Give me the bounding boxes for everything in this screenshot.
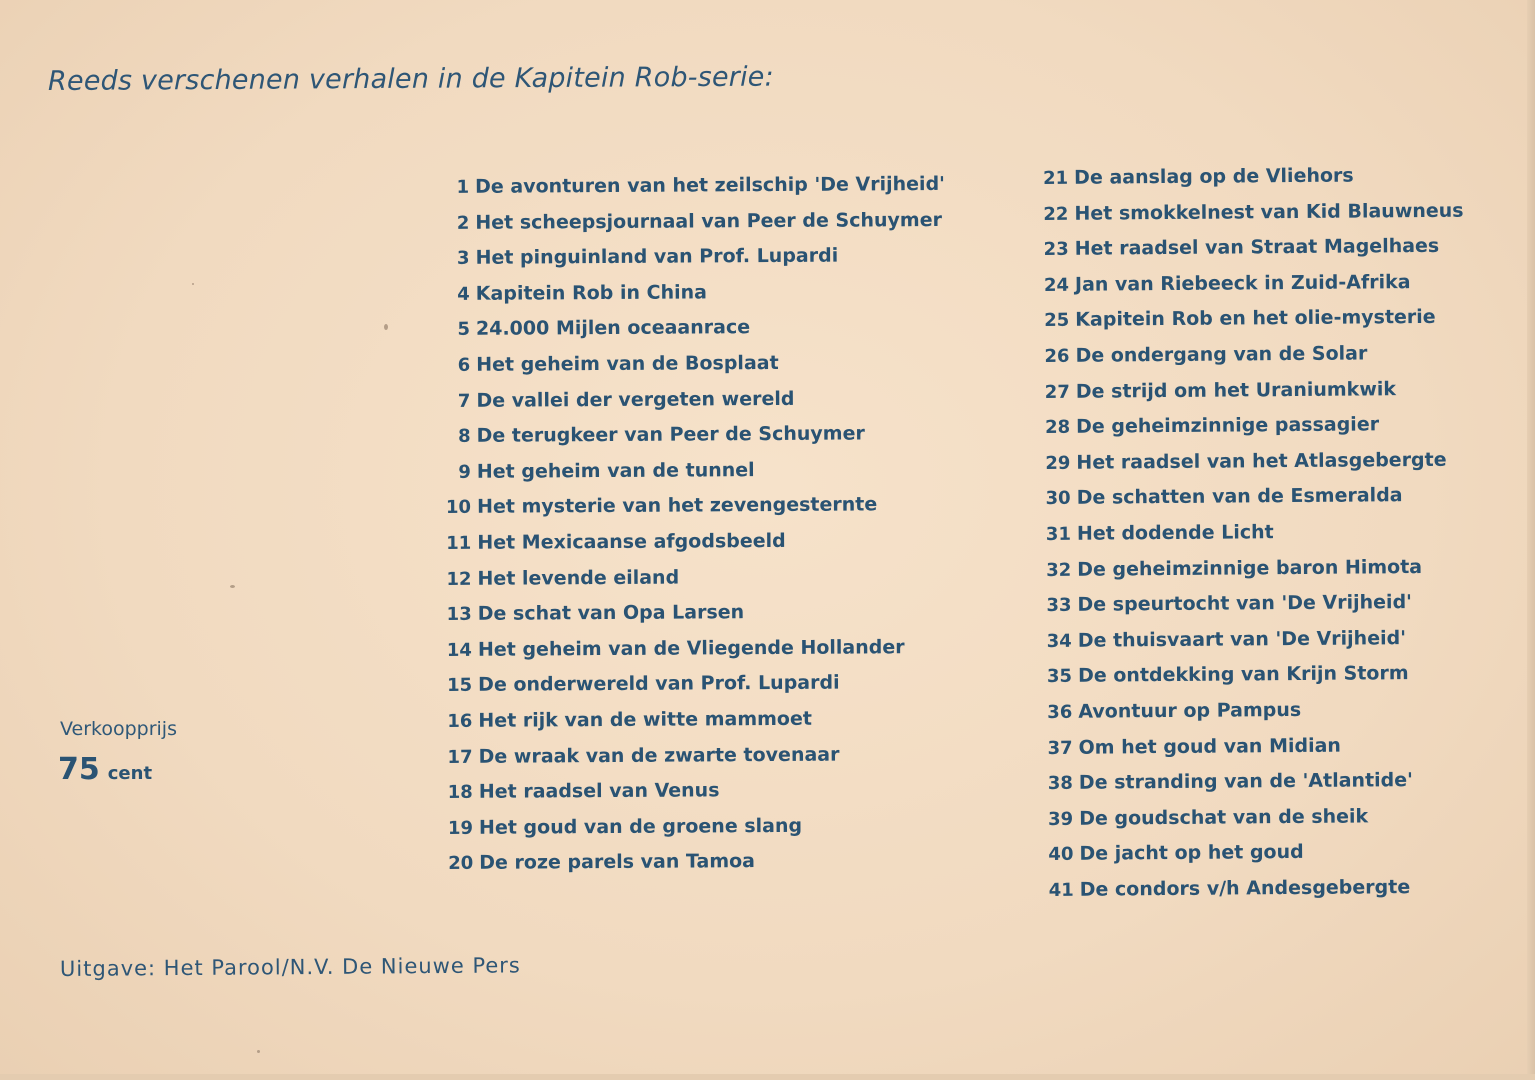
list-item-number: 35 xyxy=(1046,666,1073,688)
list-item-title: Het geheim van de tunnel xyxy=(476,458,755,483)
list-item-number: 6 xyxy=(457,354,471,376)
list-item xyxy=(1045,798,1468,837)
list-item-title: De geheimzinnige passagier xyxy=(1076,413,1380,438)
list-item xyxy=(446,736,948,775)
list-item-number: 20 xyxy=(448,853,474,875)
list-item-title: De vallei der vergeten wereld xyxy=(476,387,795,412)
paper-edge-bottom xyxy=(0,1074,1535,1080)
list-item-title: De strijd om het Uraniumkwik xyxy=(1075,377,1397,403)
list-item-number: 24 xyxy=(1043,274,1070,296)
list-item-title: Kapitein Rob in China xyxy=(475,281,707,305)
list-item-number: 30 xyxy=(1045,488,1071,510)
series-heading: Reeds verschenen verhalen in de Kapitein Rob-serie: xyxy=(47,61,774,97)
paper-speck xyxy=(257,1050,260,1053)
list-item xyxy=(1040,193,1463,232)
list-item-title: Avontuur op Pampus xyxy=(1078,698,1302,723)
list-item-title: De wraak van de zwarte tovenaar xyxy=(478,743,840,768)
list-item-title: Het goud van de groene slang xyxy=(478,814,803,839)
list-item-number: 19 xyxy=(447,817,474,839)
list-item xyxy=(444,345,946,384)
list-item-number: 18 xyxy=(447,781,473,804)
list-item-number: 29 xyxy=(1045,452,1071,474)
list-item xyxy=(444,309,946,348)
list-item-title: De onderwereld van Prof. Lupardi xyxy=(478,671,840,697)
list-item-number: 10 xyxy=(445,497,472,519)
list-item-number: 14 xyxy=(446,639,472,661)
list-item xyxy=(1043,478,1466,517)
list-item xyxy=(1042,407,1465,446)
list-item-title: De schat van Opa Larsen xyxy=(477,601,745,625)
list-item-title: De goudschat van de sheik xyxy=(1079,805,1369,830)
list-item xyxy=(447,843,949,882)
list-item xyxy=(1046,870,1469,909)
list-item-number: 16 xyxy=(447,710,473,732)
list-item-title: Het raadsel van Venus xyxy=(478,779,720,803)
list-item xyxy=(1041,264,1464,303)
list-item xyxy=(1043,585,1466,624)
list-item xyxy=(1045,834,1468,873)
list-item-number: 31 xyxy=(1045,523,1072,545)
list-item-title: Het raadsel van Straat Magelhaes xyxy=(1074,235,1440,260)
list-item-number: 33 xyxy=(1046,594,1072,617)
list-item-number: 28 xyxy=(1044,416,1071,439)
list-item-number: 2 xyxy=(456,212,470,234)
list-item-title: 24.000 Mijlen oceaanrace xyxy=(475,316,751,341)
list-item xyxy=(443,203,945,242)
list-item-title: Het rijk van de witte mammoet xyxy=(478,707,812,732)
list-item-number: 23 xyxy=(1043,238,1069,261)
list-item-title: De schatten van de Esmeralda xyxy=(1076,484,1403,510)
list-item xyxy=(1043,549,1466,588)
paper-speck xyxy=(384,324,388,330)
list-item-title: De speurtocht van 'De Vrijheid' xyxy=(1077,591,1413,616)
list-item xyxy=(443,167,945,206)
list-item-number: 17 xyxy=(447,746,473,768)
list-item-number: 21 xyxy=(1042,167,1069,189)
list-item xyxy=(446,665,948,704)
list-item xyxy=(1041,336,1464,375)
list-item-title: De geheimzinnige baron Himota xyxy=(1077,555,1423,581)
list-item-title: Het dodende Licht xyxy=(1076,521,1274,545)
list-item-title: De jacht op het goud xyxy=(1079,841,1304,865)
list-item xyxy=(443,238,945,277)
list-item xyxy=(446,701,948,740)
list-item-title: De thuisvaart van 'De Vrijheid' xyxy=(1077,626,1407,652)
list-item-title: Het mysterie van het zevengesternte xyxy=(476,493,878,519)
list-item xyxy=(447,772,949,811)
list-item-number: 32 xyxy=(1046,559,1072,581)
paper-speck xyxy=(192,283,194,285)
list-item-number: 13 xyxy=(446,603,472,626)
list-item-title: De avonturen van het zeilschip 'De Vrijheid' xyxy=(475,172,946,198)
title-list-left xyxy=(443,167,949,882)
list-item-title: De ondergang van de Solar xyxy=(1075,342,1368,367)
list-item-number: 41 xyxy=(1048,879,1074,901)
list-item-number: 40 xyxy=(1048,844,1074,866)
title-list-right xyxy=(1040,158,1469,909)
price-value xyxy=(58,752,152,787)
price-amount: 75 xyxy=(58,752,100,787)
list-item xyxy=(445,523,947,562)
list-item-number: 4 xyxy=(457,283,470,305)
list-item-number: 38 xyxy=(1047,772,1073,795)
price-unit: cent xyxy=(107,763,153,784)
list-item xyxy=(1041,229,1464,268)
list-item xyxy=(446,630,948,669)
list-item-title: Het raadsel van het Atlasgebergte xyxy=(1076,448,1447,474)
list-item-number: 39 xyxy=(1048,808,1074,830)
list-item-title: Jan van Riebeeck in Zuid-Afrika xyxy=(1074,270,1411,296)
list-item-number: 34 xyxy=(1046,630,1072,652)
list-item xyxy=(1042,442,1465,481)
list-item-number: 26 xyxy=(1044,345,1070,367)
list-item-number: 11 xyxy=(446,532,472,554)
paper-edge-right xyxy=(1527,0,1535,1080)
list-item-number: 37 xyxy=(1047,737,1073,759)
list-item-number: 25 xyxy=(1044,310,1070,332)
list-item xyxy=(444,274,946,313)
list-item xyxy=(1045,763,1468,802)
list-item-title: De ontdekking van Krijn Storm xyxy=(1077,662,1409,688)
list-item-number: 8 xyxy=(458,425,471,448)
list-item-title: Het pinguinland van Prof. Lupardi xyxy=(475,244,839,269)
list-item-title: De roze parels van Tamoa xyxy=(479,850,756,875)
list-item-title: Het geheim van de Bosplaat xyxy=(476,351,779,376)
list-item xyxy=(1042,371,1465,410)
list-item-title: Het scheepsjournaal van Peer de Schuymer xyxy=(475,208,942,234)
paper-speck xyxy=(230,585,235,588)
list-item xyxy=(445,558,947,597)
list-item-number: 5 xyxy=(457,319,471,341)
list-item xyxy=(1043,514,1466,553)
list-item-title: De condors v/h Andesgebergte xyxy=(1079,875,1411,901)
list-item-number: 3 xyxy=(456,248,470,270)
list-item xyxy=(446,594,948,633)
list-item-title: Het levende eiland xyxy=(477,566,680,590)
list-item-title: De aanslag op de Vliehors xyxy=(1074,164,1354,189)
list-item-number: 15 xyxy=(447,675,473,697)
list-item xyxy=(1044,620,1467,659)
list-item-number: 12 xyxy=(446,568,472,590)
list-item-title: Kapitein Rob en het olie-mysterie xyxy=(1075,306,1436,332)
list-item xyxy=(445,452,947,491)
list-item xyxy=(445,416,947,455)
list-item-number: 22 xyxy=(1043,203,1069,225)
list-item-title: Het Mexicaanse afgodsbeeld xyxy=(477,529,786,554)
list-item-title: Om het goud van Midian xyxy=(1078,734,1341,759)
list-item-number: 7 xyxy=(457,390,471,412)
list-item xyxy=(1044,727,1467,766)
list-item-number: 36 xyxy=(1047,701,1073,723)
list-item-number: 27 xyxy=(1044,381,1070,403)
list-item xyxy=(444,380,946,419)
publisher-line: Uitgave: Het Parool/N.V. De Nieuwe Pers xyxy=(59,953,521,981)
list-item xyxy=(445,487,947,526)
list-item xyxy=(1040,158,1463,197)
price-label: Verkoopprijs xyxy=(60,718,177,740)
list-item xyxy=(1044,692,1467,731)
list-item xyxy=(1041,300,1464,339)
list-item-title: Het geheim van de Vliegende Hollander xyxy=(477,635,905,661)
list-item-title: De terugkeer van Peer de Schuymer xyxy=(476,422,865,447)
list-item xyxy=(1044,656,1467,695)
list-item-title: Het smokkelnest van Kid Blauwneus xyxy=(1074,199,1464,225)
list-item xyxy=(447,808,949,847)
list-item-title: De stranding van de 'Atlantide' xyxy=(1078,769,1414,794)
list-item-number: 9 xyxy=(458,461,471,483)
list-item-number: 1 xyxy=(456,176,470,198)
